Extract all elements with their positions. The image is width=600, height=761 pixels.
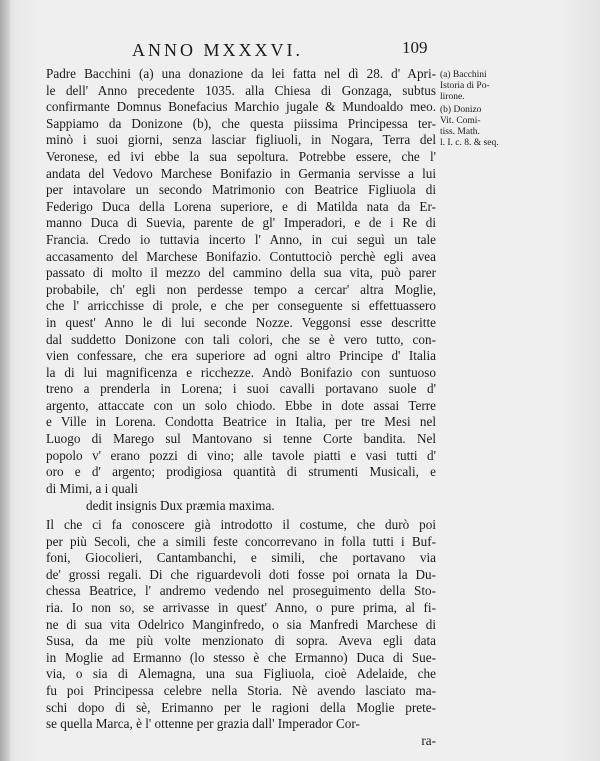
text-line: popolo v' erano pozzi di vino; alle tavole piatti e vasi tutti d' xyxy=(46,447,436,463)
text-line: la di lui magnificenza e ricchezze. Andò Bonifazio con suntuoso xyxy=(46,364,436,380)
text-line: se quella Marca, è l' ottenne per grazia dall' Imperador Cor- xyxy=(46,716,360,732)
text-line: Veronese, ed ivi ebbe la sua sepoltura. Potrebbe essere, che l' xyxy=(46,148,436,164)
text-line: che l' arricchisse di prole, e che per conseguente si effettuassero xyxy=(46,298,436,314)
text-line: schi dopo di sè, Erimanno per le ragioni della Moglie prete- xyxy=(46,699,436,715)
paragraph-2 xyxy=(46,517,436,733)
text-line: passato di molto il mezzo del cammino della sua vita, può parer xyxy=(46,265,436,281)
text-line: andata del Vedovo Marchese Bonifazio in Germania servisse a lui xyxy=(46,165,436,181)
text-line: vien confessare, che era superiore ad ogni altro Principe d' Italia xyxy=(46,348,436,364)
latin-quote: dedit insignis Dux præmia maxima. xyxy=(86,498,275,514)
note-line: tiss. Math. xyxy=(440,127,480,137)
text-line: probabile, ch' egli non perdesse tempo a cercar' altra Moglie, xyxy=(46,281,436,297)
note-line: lirone. xyxy=(440,92,465,102)
text-line: manno Duca di Suevia, parente de gl' Imperadori, e de i Re di xyxy=(46,215,436,231)
main-text xyxy=(46,66,436,749)
text-line: Il che ci fa conoscere già introdotto il costume, che durò poi xyxy=(46,517,436,533)
text-line: de' grossi regali. Di che riguardevoli doti fosse poi ornata la Du- xyxy=(46,566,436,582)
text-line: ria. Io non so, se arrivasse in quest' Anno, o pure prima, al fi- xyxy=(46,600,436,615)
text-line: accasamento del Marchese Bonifazio. Contuttociò perchè egli avea xyxy=(46,248,436,264)
page-number: 109 xyxy=(402,38,428,57)
text-line: via, o sia di Alemagna, una sua Figliuola, cioè Adelaide, che xyxy=(46,666,436,682)
text-line: per più Secoli, che a simili feste concorrevano in folla tutti i Buf- xyxy=(46,533,436,549)
text-line: chessa Beatrice, l' andremo vedendo nel proseguimento della Sto- xyxy=(46,583,436,599)
text-line: per intavolare un secondo Matrimonio con Beatrice Figliuola di xyxy=(46,182,436,198)
text-line: fu poi Principessa celebre nella Storia. Nè avendo lasciato ma- xyxy=(46,682,436,698)
text-line: dal suddetto Donizone con tali colori, che se è vero tutto, con- xyxy=(46,331,436,347)
margin-notes xyxy=(440,70,500,151)
text-line: confirmante Domnus Bonefacius Marchio jugale & Mundoaldo meo. xyxy=(46,99,436,115)
text-line: Susa, da me più volte menzionato di sopra. Aveva egli data xyxy=(46,633,436,649)
margin-note-a xyxy=(440,70,500,103)
paragraph-1 xyxy=(46,66,436,497)
text-line: minò i suoi giorni, senza lasciar figliuoli, in Nogara, Terra del xyxy=(46,132,436,148)
text-line: Sappiamo da Donizone (b), che questa piissima Principessa ter- xyxy=(46,115,436,131)
catchword: ra- xyxy=(421,732,436,748)
text-line: treno a prenderla in Lorena; i suoi cavalli portavano suole d' xyxy=(46,381,436,397)
text-line: Luogo di Marego sul Mantovano si tenne Corte bandita. Nel xyxy=(46,431,436,447)
note-line: l. I. c. 8. & seq. xyxy=(440,138,499,148)
note-mark: (a) xyxy=(440,70,451,80)
text-line: Francia. Credo io tuttavia incerto l' Anno, in cui seguì un tale xyxy=(46,231,436,247)
margin-note-b xyxy=(440,105,500,149)
note-line: Donizo xyxy=(453,105,482,115)
text-line: argento, attaccate con un solo chiodo. Ebbe in dote assai Terre xyxy=(46,397,436,413)
text-line: le dell' Anno precedente 1035. alla Chiesa di Gonzaga, subtus xyxy=(46,82,436,98)
text-line: foni, Giocolieri, Cantambanchi, e simili, che portavano via xyxy=(46,550,436,566)
note-mark: (b) xyxy=(440,105,452,115)
text-line: oro e d' argento; prodigiosa quantità di strumenti Musicali, e xyxy=(46,464,436,480)
text-line: ne di sua vita Odelrico Manginfredo, o sia Manfredi Marchese di xyxy=(46,616,436,632)
running-head: ANNO MXXXVI. xyxy=(132,40,303,60)
text-line: in Moglie ad Ermanno (lo stesso è che Ermanno) Duca di Sue- xyxy=(46,649,436,665)
page-gutter xyxy=(0,0,10,761)
text-line: di Mimi, a i quali xyxy=(46,480,138,496)
note-line: Bacchini xyxy=(452,70,487,80)
note-line: Istoria di Po- xyxy=(440,81,490,91)
note-line: Vit. Comi- xyxy=(440,116,481,126)
text-line: Federigo Duca della Lorena superiore, e di Matilda nata da Er- xyxy=(46,198,436,214)
text-line: e Ville in Lorena. Condotta Beatrice in Italia, per tre Mesi nel xyxy=(46,414,436,430)
text-line: Padre Bacchini (a) una donazione da lei fatta nel dì 28. d' Apri- xyxy=(46,66,436,81)
text-line: in quest' Anno le di lui seconde Nozze. Veggonsi esse descritte xyxy=(46,314,436,330)
